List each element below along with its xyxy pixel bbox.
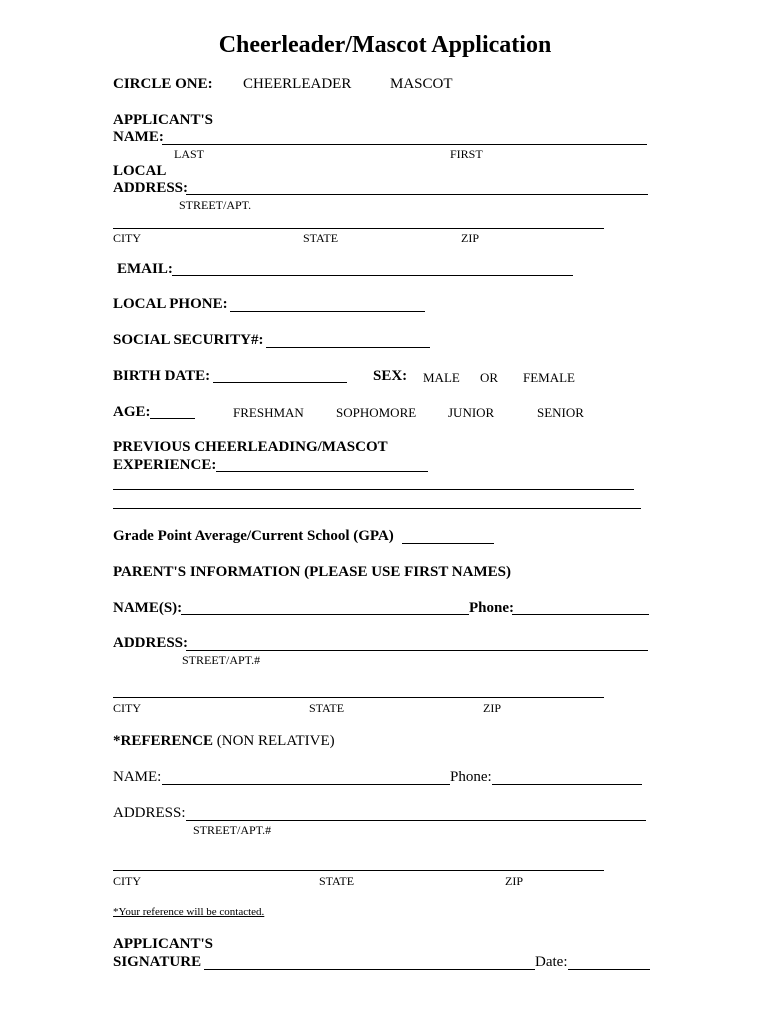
reference-street-sub: STREET/APT.# <box>193 823 272 837</box>
signature-label-1: APPLICANT'S <box>113 936 214 952</box>
reference-address-label: ADDRESS: <box>113 805 186 821</box>
option-mascot[interactable]: MASCOT <box>390 76 453 92</box>
experience-label-2: EXPERIENCE: <box>113 457 217 473</box>
reference-zip-sub: ZIP <box>505 874 523 888</box>
name-sub-last: LAST <box>174 147 204 161</box>
experience-line-3[interactable] <box>113 508 641 509</box>
sex-or: OR <box>480 370 499 385</box>
parent-heading: PARENT'S INFORMATION (PLEASE USE FIRST NAMES) <box>113 564 511 580</box>
ssn-line[interactable] <box>266 347 430 348</box>
applicant-name-label-2: NAME: <box>113 129 164 145</box>
option-cheerleader[interactable]: CHEERLEADER <box>243 76 352 92</box>
age-label: AGE: <box>113 404 151 420</box>
reference-phone-label: Phone: <box>450 769 492 785</box>
reference-name-line[interactable] <box>162 784 450 785</box>
city-state-zip-line[interactable] <box>113 228 604 229</box>
parent-city-line[interactable] <box>113 697 604 698</box>
parent-city-sub: CITY <box>113 701 141 715</box>
local-address-label-1: LOCAL <box>113 163 167 179</box>
experience-line-2[interactable] <box>113 489 634 490</box>
parent-phone-label: Phone: <box>469 600 514 616</box>
local-address-label-2: ADDRESS: <box>113 180 189 196</box>
parent-phone-line[interactable] <box>512 614 649 615</box>
local-phone-label: LOCAL PHONE: <box>113 296 228 312</box>
experience-line-1[interactable] <box>216 471 428 472</box>
parent-address-label: ADDRESS: <box>113 635 189 651</box>
local-phone-line[interactable] <box>230 311 425 312</box>
signature-date-label: Date: <box>535 954 568 970</box>
experience-label-1: PREVIOUS CHEERLEADING/MASCOT <box>113 439 388 455</box>
address-sub-street: STREET/APT. <box>179 198 252 212</box>
email-line[interactable] <box>172 275 573 276</box>
signature-label-2: SIGNATURE <box>113 954 202 970</box>
reference-phone-line[interactable] <box>492 784 642 785</box>
reference-name-label: NAME: <box>113 769 162 785</box>
applicant-name-label-1: APPLICANT'S <box>113 112 214 128</box>
parent-street-sub: STREET/APT.# <box>182 653 261 667</box>
gpa-label: Grade Point Average/Current School (GPA) <box>113 528 394 544</box>
grade-senior[interactable]: SENIOR <box>537 405 584 420</box>
city-sub: CITY <box>113 231 141 245</box>
sex-male[interactable]: MALE <box>423 370 460 385</box>
parent-address-line[interactable] <box>186 650 648 651</box>
signature-line[interactable] <box>204 969 535 970</box>
reference-heading-bold: *REFERENCE <box>113 733 214 749</box>
grade-sophomore[interactable]: SOPHOMORE <box>336 405 417 420</box>
gpa-line[interactable] <box>402 543 494 544</box>
email-label: EMAIL: <box>117 261 173 277</box>
page-title: Cheerleader/Mascot Application <box>218 32 552 58</box>
reference-note: *Your reference will be contacted. <box>113 906 265 918</box>
reference-heading <box>113 734 335 749</box>
reference-address-line[interactable] <box>186 820 646 821</box>
local-address-line[interactable] <box>186 194 648 195</box>
grade-freshman[interactable]: FRESHMAN <box>233 405 304 420</box>
birth-date-line[interactable] <box>213 382 347 383</box>
reference-heading-rest: (NON RELATIVE) <box>213 733 335 749</box>
sex-female[interactable]: FEMALE <box>523 370 575 385</box>
parent-names-label: NAME(S): <box>113 600 183 616</box>
reference-city-line[interactable] <box>113 870 604 871</box>
reference-city-sub: CITY <box>113 874 141 888</box>
name-sub-first: FIRST <box>450 147 483 161</box>
sex-label: SEX: <box>373 368 408 384</box>
parent-zip-sub: ZIP <box>483 701 501 715</box>
reference-state-sub: STATE <box>319 874 355 888</box>
parent-state-sub: STATE <box>309 701 345 715</box>
signature-date-line[interactable] <box>568 969 650 970</box>
applicant-name-line[interactable] <box>162 144 647 145</box>
circle-one-label: CIRCLE ONE: <box>113 76 213 92</box>
grade-junior[interactable]: JUNIOR <box>448 405 495 420</box>
state-sub: STATE <box>303 231 339 245</box>
birth-date-label: BIRTH DATE: <box>113 368 211 384</box>
parent-names-line[interactable] <box>181 614 469 615</box>
age-line[interactable] <box>150 418 195 419</box>
ssn-label: SOCIAL SECURITY#: <box>113 332 264 348</box>
zip-sub: ZIP <box>461 231 479 245</box>
